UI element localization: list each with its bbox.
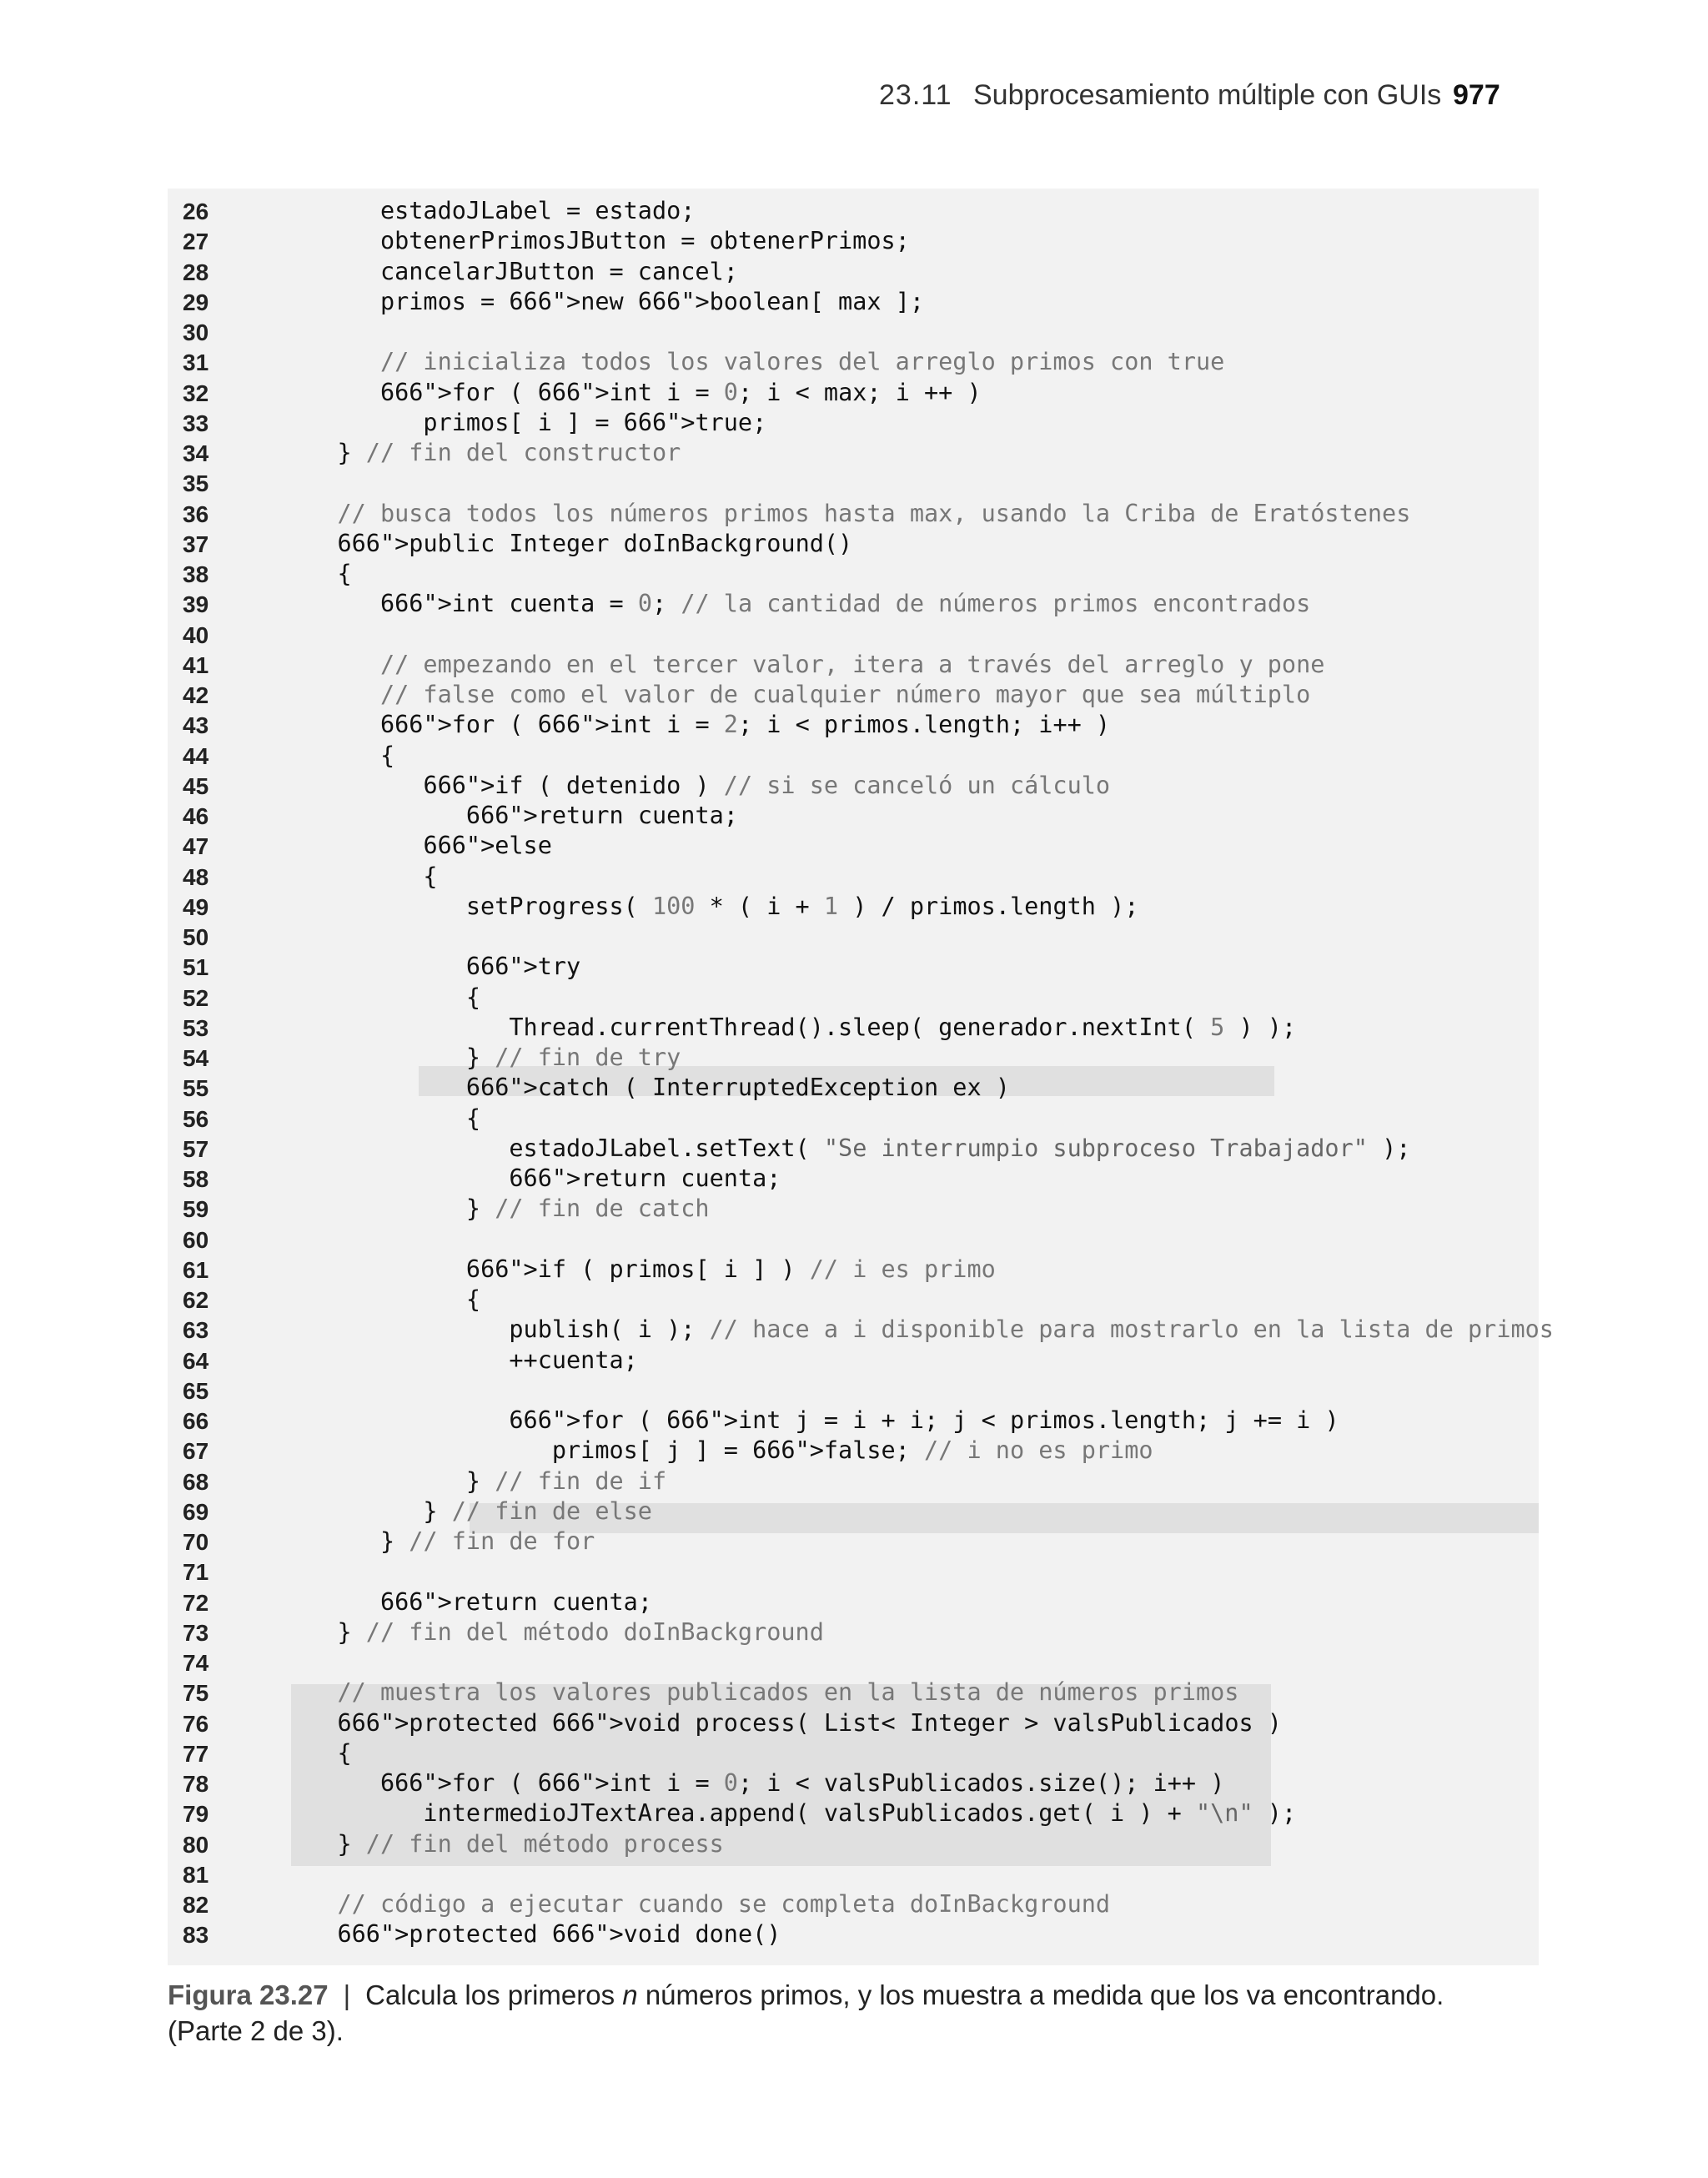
line-number: 63	[183, 1317, 209, 1344]
code-line	[168, 1587, 1539, 1617]
caption-text-before: Calcula los primeros	[365, 1979, 615, 2010]
code-line	[168, 558, 1539, 588]
line-number: 74	[183, 1650, 209, 1676]
code-text: // código a ejecutar cuando se completa doInBackground	[337, 1890, 1111, 1918]
code-text: 666">return cuenta;	[465, 802, 738, 829]
code-line	[168, 528, 1539, 558]
code-text: {	[294, 560, 352, 587]
line-number: 83	[183, 1922, 209, 1949]
caption-separator: |	[343, 1979, 351, 2010]
line-number: 29	[183, 289, 209, 315]
code-line	[168, 437, 1539, 467]
line-number: 41	[183, 651, 209, 678]
code-line	[168, 1254, 1539, 1284]
code-line	[168, 1919, 1539, 1949]
code-line	[168, 1738, 1539, 1768]
code-text: } // fin de for	[294, 1527, 595, 1555]
line-number: 75	[183, 1680, 209, 1707]
line-number: 48	[183, 863, 209, 890]
page-number: 977	[1453, 79, 1500, 111]
page-header	[0, 79, 1708, 121]
code-line	[168, 1496, 1539, 1526]
code-line	[168, 1859, 1539, 1889]
code-text: publish( i ); // hace a i disponible para mostrarlo en la lista de primos	[294, 1315, 1554, 1344]
line-number: 73	[183, 1619, 209, 1646]
code-text: setProgress( 100 * ( i + 1 ) / primos.length );	[294, 892, 1139, 920]
line-number: 59	[183, 1196, 209, 1223]
code-line	[168, 1163, 1539, 1193]
line-number: 57	[183, 1135, 209, 1162]
code-text: estadoJLabel.setText( "Se interrumpio subproceso Trabajador" );	[294, 1134, 1411, 1162]
code-line	[168, 1042, 1539, 1072]
line-number: 62	[183, 1287, 209, 1313]
code-text: 666">try	[465, 953, 581, 981]
code-text: {	[294, 1104, 481, 1132]
line-number: 72	[183, 1589, 209, 1616]
code-text: 666">for ( 666">int i = 2; i < primos.length; i++ )	[379, 711, 1111, 739]
code-line	[168, 467, 1539, 497]
line-number: 36	[183, 500, 209, 527]
line-number: 40	[183, 621, 209, 648]
code-line	[168, 861, 1539, 891]
line-number: 65	[183, 1377, 209, 1404]
line-number: 68	[183, 1468, 209, 1495]
line-number: 51	[183, 954, 209, 981]
code-text: 666">public Integer doInBackground()	[337, 529, 853, 557]
line-number: 37	[183, 531, 209, 557]
code-line	[168, 407, 1539, 437]
code-line	[168, 1224, 1539, 1254]
code-line	[168, 195, 1539, 225]
line-number: 82	[183, 1892, 209, 1918]
code-line	[168, 286, 1539, 316]
line-number: 66	[183, 1408, 209, 1434]
code-line	[168, 377, 1539, 407]
line-number: 78	[183, 1771, 209, 1797]
line-number: 33	[183, 410, 209, 436]
code-line	[168, 649, 1539, 679]
code-text: 666">protected 666">void done()	[337, 1920, 781, 1949]
code-text: // busca todos los números primos hasta max, usando la Criba de Eratóstenes	[337, 499, 1411, 527]
code-line	[168, 921, 1539, 951]
code-line	[168, 679, 1539, 709]
code-text: {	[294, 741, 395, 769]
code-line	[168, 891, 1539, 921]
code-text: 666">else	[423, 832, 552, 860]
caption-part: (Parte 2 de 3).	[168, 2015, 344, 2046]
code-text: {	[294, 862, 438, 890]
code-line	[168, 1435, 1539, 1465]
line-number: 47	[183, 833, 209, 860]
code-text: } // fin del método doInBackground	[294, 1617, 824, 1646]
code-line	[168, 740, 1539, 770]
code-line	[168, 1345, 1539, 1375]
code-line	[168, 770, 1539, 800]
code-line	[168, 225, 1539, 255]
code-line	[168, 1314, 1554, 1344]
code-text: // empezando en el tercer valor, itera a través del arreglo y pone	[379, 650, 1325, 678]
line-number: 30	[183, 319, 209, 345]
code-text: intermedioJTextArea.append( valsPublicados.get( i ) + "\n" );	[294, 1799, 1297, 1828]
code-text: 666">if ( primos[ i ] ) // i es primo	[465, 1255, 996, 1283]
code-text: 666">return cuenta;	[509, 1164, 781, 1192]
line-number: 70	[183, 1529, 209, 1555]
line-number: 44	[183, 742, 209, 769]
code-line	[168, 1647, 1539, 1677]
code-text: 666">protected 666">void process( List< Integer > valsPublicados )	[337, 1708, 1282, 1737]
code-line	[168, 1375, 1539, 1405]
line-number: 55	[183, 1075, 209, 1102]
caption-variable: n	[622, 1979, 638, 2010]
code-line	[168, 1556, 1539, 1586]
code-text: primos[ i ] = 666">true;	[294, 408, 767, 436]
code-text: } // fin de if	[294, 1466, 667, 1495]
code-text: 666">for ( 666">int i = 0; i < max; i ++ )	[379, 378, 982, 406]
code-line	[168, 830, 1539, 860]
line-number: 81	[183, 1861, 209, 1888]
line-number: 35	[183, 470, 209, 497]
code-line	[168, 498, 1539, 528]
line-number: 42	[183, 682, 209, 708]
section-title: Subprocesamiento múltiple con GUIs	[973, 79, 1442, 111]
code-text: } // fin de catch	[294, 1195, 710, 1223]
code-text: 666">catch ( InterruptedException ex )	[465, 1074, 1010, 1102]
code-text: } // fin de try	[294, 1044, 681, 1071]
line-number: 79	[183, 1801, 209, 1828]
code-line	[168, 316, 1539, 346]
line-number: 53	[183, 1014, 209, 1041]
code-text: // inicializa todos los valores del arreglo primos con true	[379, 348, 1225, 376]
code-text: 666">for ( 666">int j = i + i; j < primos.length; j += i )	[509, 1406, 1339, 1434]
code-text: ++cuenta;	[294, 1346, 638, 1374]
caption-text-after: números primos, y los muestra a medida que los va encontrando.	[645, 1979, 1444, 2010]
line-number: 38	[183, 561, 209, 587]
line-number: 34	[183, 440, 209, 466]
line-number: 77	[183, 1740, 209, 1767]
code-text: estadoJLabel = estado;	[294, 197, 696, 224]
line-number: 32	[183, 380, 209, 406]
code-text: Thread.currentThread().sleep( generador.nextInt( 5 ) );	[294, 1013, 1297, 1041]
code-line	[168, 800, 1539, 830]
figure-caption	[168, 1977, 1544, 2049]
code-line	[168, 951, 1539, 981]
code-listing	[168, 189, 1554, 1965]
line-number: 39	[183, 591, 209, 618]
code-line	[168, 256, 1539, 286]
line-number: 58	[183, 1166, 209, 1192]
line-number: 60	[183, 1226, 209, 1253]
code-line	[168, 1617, 1539, 1647]
code-line	[168, 1103, 1539, 1133]
line-number: 49	[183, 893, 209, 920]
code-text: 666">if ( detenido ) // si se canceló un cálculo	[423, 771, 1111, 799]
line-number: 45	[183, 772, 209, 799]
code-line	[168, 588, 1539, 618]
line-number: 43	[183, 712, 209, 739]
code-text: 666">for ( 666">int i = 0; i < valsPublicados.size(); i++ )	[379, 1769, 1225, 1797]
code-text: // false como el valor de cualquier número mayor que sea múltiplo	[379, 681, 1311, 708]
line-number: 50	[183, 924, 209, 950]
code-line	[168, 1677, 1539, 1707]
code-line	[168, 1889, 1539, 1919]
code-line	[168, 619, 1539, 649]
line-number: 61	[183, 1256, 209, 1283]
code-line	[168, 346, 1539, 376]
line-number: 46	[183, 803, 209, 829]
code-line	[168, 1133, 1539, 1163]
code-text: {	[294, 1285, 481, 1313]
code-text: // muestra los valores publicados en la lista de números primos	[337, 1678, 1239, 1707]
line-number: 28	[183, 259, 209, 285]
code-line	[168, 1828, 1539, 1859]
code-line	[168, 1708, 1539, 1738]
code-text: } // fin del método process	[294, 1829, 724, 1858]
code-line	[168, 1072, 1539, 1102]
line-number: 76	[183, 1710, 209, 1737]
code-text: {	[294, 1738, 352, 1767]
code-line	[168, 709, 1539, 739]
code-line	[168, 1193, 1539, 1223]
line-number: 69	[183, 1498, 209, 1525]
line-number: 71	[183, 1559, 209, 1586]
code-line	[168, 1798, 1539, 1828]
line-number: 27	[183, 229, 209, 255]
code-line	[168, 1768, 1539, 1798]
line-number: 54	[183, 1045, 209, 1071]
code-line	[168, 1526, 1539, 1556]
code-line	[168, 1466, 1539, 1496]
section-number: 23.11	[879, 79, 952, 111]
code-text: 666">int cuenta = 0; // la cantidad de números primos encontrados	[379, 590, 1311, 618]
line-number: 80	[183, 1831, 209, 1858]
line-number: 67	[183, 1438, 209, 1465]
code-line	[168, 1012, 1539, 1042]
code-text: primos = 666">new 666">boolean[ max ];	[294, 287, 925, 315]
code-text: } // fin de else	[294, 1496, 652, 1525]
code-line	[168, 1405, 1539, 1435]
code-line	[168, 1284, 1539, 1314]
figure-label: Figura 23.27	[168, 1979, 329, 2010]
code-text: 666">return cuenta;	[379, 1587, 652, 1616]
code-text: primos[ j ] = 666">false; // i no es primo	[294, 1436, 1153, 1465]
code-text: obtenerPrimosJButton = obtenerPrimos;	[294, 227, 910, 255]
code-text: } // fin del constructor	[294, 439, 681, 466]
line-number: 56	[183, 1105, 209, 1132]
code-text: {	[294, 983, 481, 1011]
line-number: 26	[183, 199, 209, 224]
line-number: 64	[183, 1347, 209, 1374]
line-number: 31	[183, 350, 209, 376]
line-number: 52	[183, 984, 209, 1011]
code-line	[168, 982, 1539, 1012]
code-text: cancelarJButton = cancel;	[294, 257, 738, 285]
